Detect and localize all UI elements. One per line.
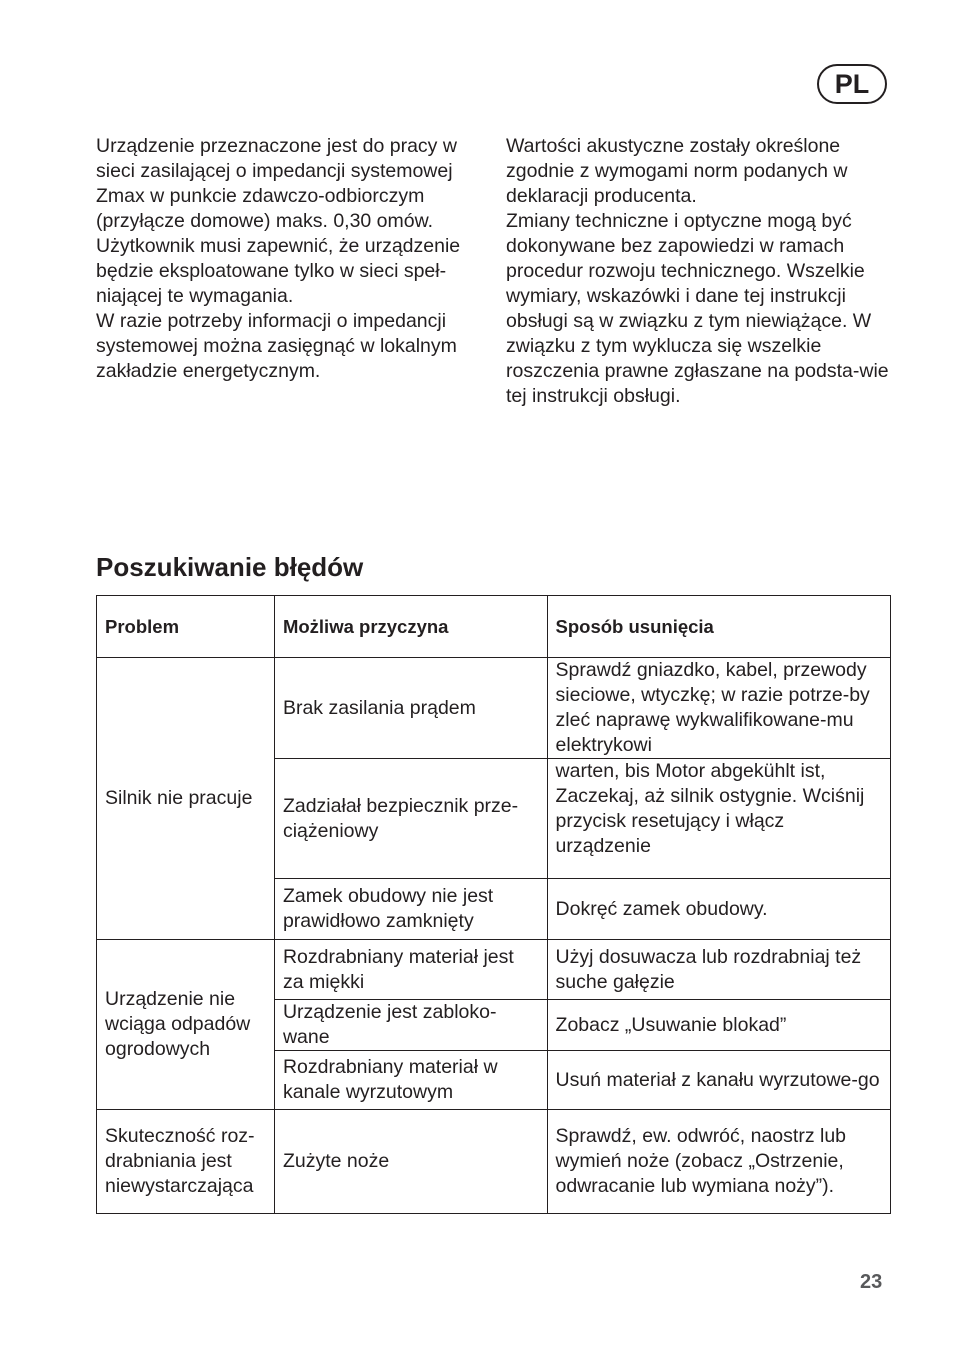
cause-cell: Rozdrabniany materiał w kanale wyrzutowym [274,1051,547,1110]
table-row [97,1110,891,1214]
intro-right-paragraph-2: Zmiany techniczne i optyczne mogą być dokonywane bez zapowiedzi w ramach procedur rozwoju technicznego. Wszelkie wymiary, wskazówki i dane tej instrukcji obsługi są w związku z tym niewiążące. W związku z tym wyklucza się wszelkie roszczenia prawne zgłaszane na podsta-wie tej instrukcji obsługi. [506,210,889,407]
cause-cell: Zamek obudowy nie jest prawidłowo zamknięty [274,879,547,940]
section-title: Poszukiwanie błędów [96,552,364,582]
cause-cell: Rozdrabniany materiał jest za miękki [274,940,547,1000]
table-row [97,940,891,1000]
intro-right-column [506,134,896,409]
language-badge: PL [817,64,887,104]
problem-cell: Skuteczność roz-drabniania jest niewystarczająca [97,1110,275,1214]
intro-left-paragraph-2: W razie potrzeby informacji o impedancji systemowej można zasięgnąć w lokalnym zakładzie energetycznym. [96,310,457,382]
table-row [97,658,891,759]
table-header-row [97,596,891,658]
remedy-cell: Usuń materiał z kanału wyrzutowe-go [547,1051,890,1110]
page-number: 23 [860,1271,883,1293]
remedy-cell: Sprawdź gniazdko, kabel, przewody sieciowe, wtyczkę; w razie potrze-by zleć naprawę wykwalifikowane-mu elektrykowi [547,658,890,759]
problem-cell: Urządzenie nie wciąga odpadów ogrodowych [97,940,275,1110]
intro-left-column [96,134,486,384]
remedy-cell: Użyj dosuwacza lub rozdrabniaj też suche gałęzie [547,940,890,1000]
header-cause: Możliwa przyczyna [274,596,547,658]
remedy-cell: Sprawdź, ew. odwróć, naostrz lub wymień noże (zobacz „Ostrzenie, odwracanie lub wymiana noży”). [547,1110,890,1214]
cause-cell: Brak zasilania prądem [274,658,547,759]
intro-right-paragraph-1: Wartości akustyczne zostały określone zgodnie z wymogami norm podanych w deklaracji producenta. [506,135,848,207]
problem-cell: Silnik nie pracuje [97,658,275,940]
intro-left-paragraph-1: Urządzenie przeznaczone jest do pracy w sieci zasilającej o impedancji systemowej Zmax w punkcie zdawczo-odbiorczym (przyłącze domowe) maks. 0,30 omów. Użytkownik musi zapewnić, że urządzenie będzie eksploatowane tylko w sieci speł-niającej te wymagania. [96,135,461,307]
header-problem: Problem [97,596,275,658]
remedy-cell: Zobacz „Usuwanie blokad” [547,1000,890,1051]
cause-cell: Zadziałał bezpiecznik prze-ciążeniowy [274,759,547,879]
remedy-cell: Dokręć zamek obudowy. [547,879,890,940]
troubleshooting-table [96,595,891,1214]
cause-cell: Urządzenie jest zabloko-wane [274,1000,547,1051]
remedy-cell: warten, bis Motor abgekühlt ist, Zaczekaj, aż silnik ostygnie. Wciśnij przycisk resetujący i włącz urządzenie [547,759,890,879]
header-remedy: Sposób usunięcia [547,596,890,658]
cause-cell: Zużyte noże [274,1110,547,1214]
